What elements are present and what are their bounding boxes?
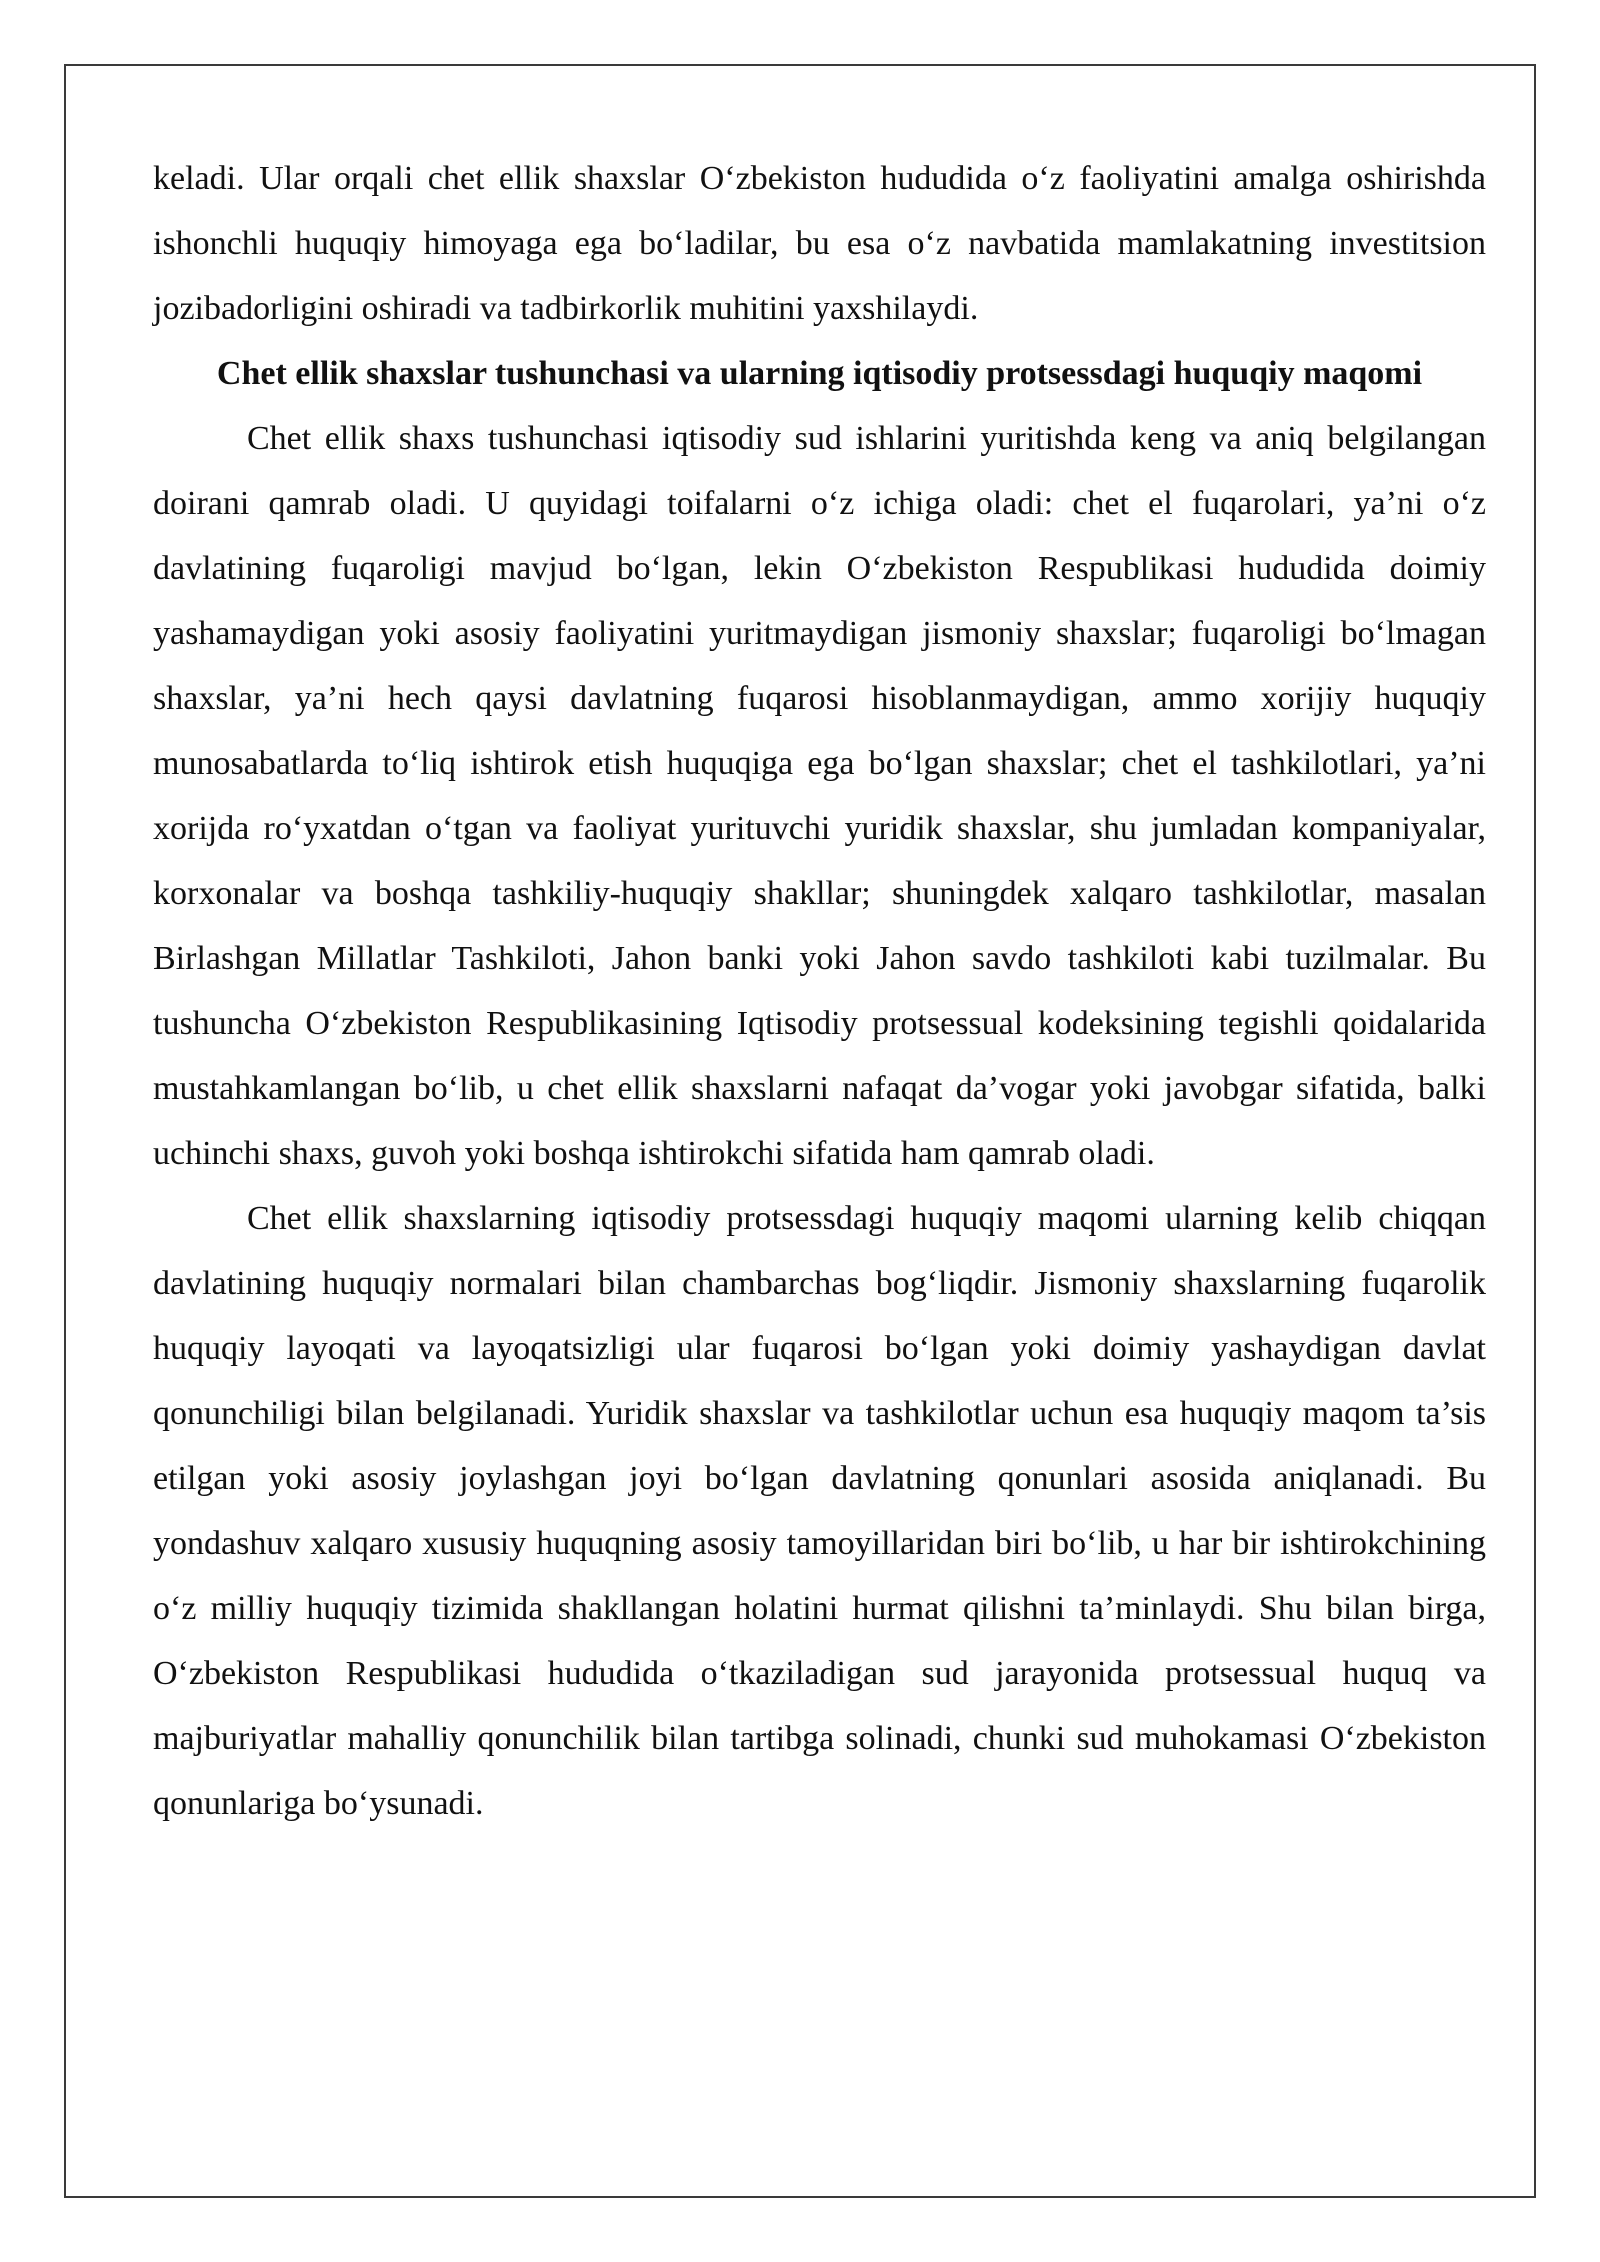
document-body bbox=[153, 146, 1486, 1836]
paragraph-legal-status: Chet ellik shaxslarning iqtisodiy protsessdagi huquqiy maqomi ularning kelib chiqqan davlatining huquqiy normalari bilan chambarchas bog‘liqdir. Jismoniy shaxslarning fuqarolik huquqiy layoqati va layoqatsizligi ular fuqarosi bo‘lgan yoki doimiy yashaydigan davlat qonunchiligi bilan belgilanadi. Yuridik shaxslar va tashkilotlar uchun esa huquqiy maqom ta’sis etilgan yoki asosiy joylashgan joyi bo‘lgan davlatning qonunlari asosida aniqlanadi. Bu yondashuv xalqaro xususiy huquqning asosiy tamoyillaridan biri bo‘lib, u har bir ishtirokchining o‘z milliy huquqiy tizimida shakllangan holatini hurmat qilishni ta’minlaydi. Shu bilan birga, O‘zbekiston Respublikasi hududida o‘tkaziladigan sud jarayonida protsessual huquq va majburiyatlar mahalliy qonunchilik bilan tartibga solinadi, chunki sud muhokamasi O‘zbekiston qonunlariga bo‘ysunadi. bbox=[153, 1200, 1486, 1822]
paragraph-continuation: keladi. Ular orqali chet ellik shaxslar O‘zbekiston hududida o‘z faoliyatini amalga oshirishda ishonchli huquqiy himoyaga ega bo‘ladilar, bu esa o‘z navbatida mamlakatning investitsion jozibadorligini oshiradi va tadbirkorlik muhitini yaxshilaydi. bbox=[153, 160, 1486, 327]
paragraph-foreign-person-concept: Chet ellik shaxs tushunchasi iqtisodiy sud ishlarini yuritishda keng va aniq belgilangan doirani qamrab oladi. U quyidagi toifalarni o‘z ichiga oladi: chet el fuqarolari, ya’ni o‘z davlatining fuqaroligi mavjud bo‘lgan, lekin O‘zbekiston Respublikasi hududida doimiy yashamaydigan yoki asosiy faoliyatini yuritmaydigan jismoniy shaxslar; fuqaroligi bo‘lmagan shaxslar, ya’ni hech qaysi davlatning fuqarosi hisoblanmaydigan, ammo xorijiy huquqiy munosabatlarda to‘liq ishtirok etish huquqiga ega bo‘lgan shaxslar; chet el tashkilotlari, ya’ni xorijda ro‘yxatdan o‘tgan va faoliyat yurituvchi yuridik shaxslar, shu jumladan kompaniyalar, korxonalar va boshqa tashkiliy-huquqiy shakllar; shuningdek xalqaro tashkilotlar, masalan Birlashgan Millatlar Tashkiloti, Jahon banki yoki Jahon savdo tashkiloti kabi tuzilmalar. Bu tushuncha O‘zbekiston Respublikasining Iqtisodiy protsessual kodeksining tegishli qoidalarida mustahkamlangan bo‘lib, u chet ellik shaxslarni nafaqat da’vogar yoki javobgar sifatida, balki uchinchi shaxs, guvoh yoki boshqa ishtirokchi sifatida ham qamrab oladi. bbox=[153, 420, 1486, 1172]
section-heading: Chet ellik shaxslar tushunchasi va ularning iqtisodiy protsessdagi huquqiy maqomi bbox=[216, 355, 1423, 392]
